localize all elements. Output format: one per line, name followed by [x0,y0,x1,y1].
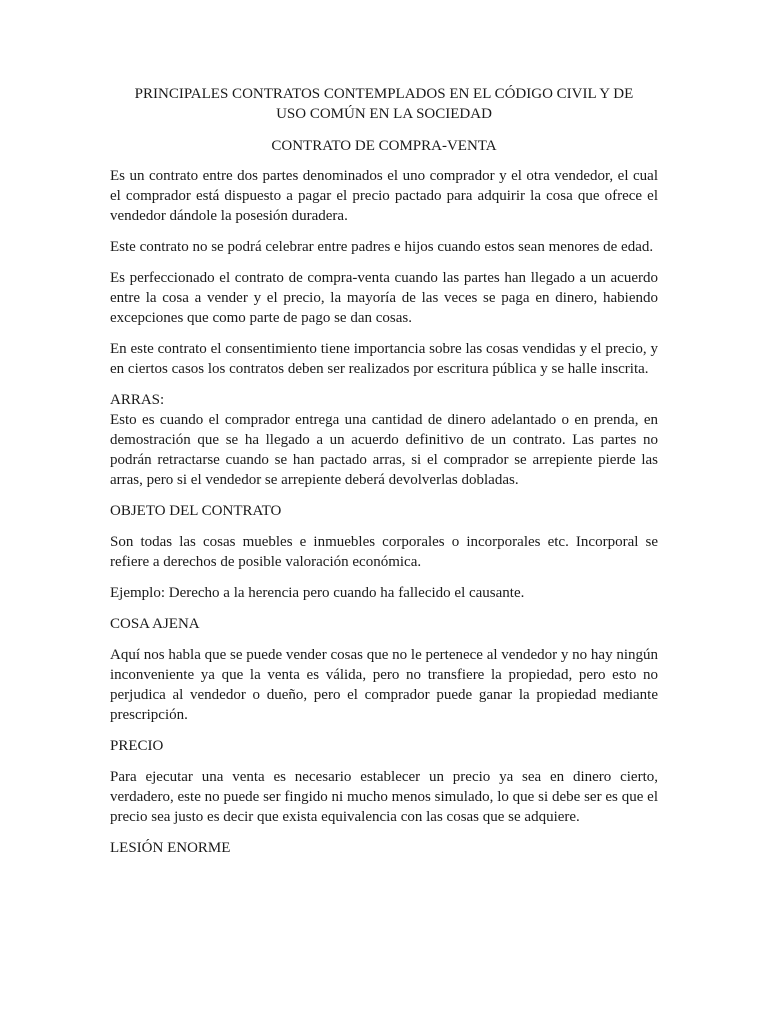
paragraph-definicion: Es un contrato entre dos partes denominados el uno comprador y el otra vendedor, el cual el comprador está dispuesto a pagar el precio pactado para adquirir la cosa que ofrece el vendedor dándole la posesión duradera. [110,168,658,224]
paragraph-restriccion: Este contrato no se podrá celebrar entre padres e hijos cuando estos sean menores de edad. [110,239,654,255]
document-title [110,84,658,124]
paragraph-consentimiento: En este contrato el consentimiento tiene importancia sobre las cosas vendidas y el precio, y en ciertos casos los contratos deben ser realizados por escritura pública y se halle inscrita. [110,341,658,377]
heading-cosa-ajena: COSA AJENA [110,616,200,632]
document-title-line-1: PRINCIPALES CONTRATOS CONTEMPLADOS EN EL CÓDIGO CIVIL Y DE [134,86,634,102]
section-subtitle-compra-venta: CONTRATO DE COMPRA-VENTA [271,138,497,154]
paragraph-objeto: Son todas las cosas muebles e inmuebles corporales o incorporales etc. Incorporal se refiere a derechos de posible valoración económica. [110,534,658,570]
paragraph-ejemplo: Ejemplo: Derecho a la herencia pero cuando ha fallecido el causante. [110,585,525,601]
heading-lesion-enorme: LESIÓN ENORME [110,840,231,856]
heading-precio: PRECIO [110,738,164,754]
paragraph-cosa-ajena: Aquí nos habla que se puede vender cosas que no le pertenece al vendedor y no hay ningún inconveniente ya que la venta es válida, pero no transfiere la propiedad, pero esto no perjudica al vendedor o dueño, pero el comprador puede ganar la propiedad mediante prescripción. [110,647,658,723]
heading-objeto-del-contrato: OBJETO DEL CONTRATO [110,503,282,519]
paragraph-perfeccionamiento: Es perfeccionado el contrato de compra-venta cuando las partes han llegado a un acuerdo entre la cosa a vender y el precio, la mayoría de las veces se paga en dinero, habiendo excepciones que como parte de pago se dan cosas. [110,270,658,326]
paragraph-precio: Para ejecutar una venta es necesario establecer un precio ya sea en dinero cierto, verdadero, este no puede ser fingido ni mucho menos simulado, lo que si debe ser es que el precio sea justo es decir que exista equivalencia con las cosas que se adquiere. [110,769,658,825]
paragraph-arras: Esto es cuando el comprador entrega una cantidad de dinero adelantado o en prenda, en demostración que se ha llegado a un acuerdo definitivo de un contrato. Las partes no podrán retractarse cuando se han pactado arras, si el comprador se arrepiente pierde las arras, pero si el vendedor se arrepiente deberá devolverlas dobladas. [110,412,658,488]
document-title-line-2: USO COMÚN EN LA SOCIEDAD [276,106,492,122]
heading-arras: ARRAS: [110,392,165,408]
document-page [110,84,658,869]
section-arras [110,390,658,490]
